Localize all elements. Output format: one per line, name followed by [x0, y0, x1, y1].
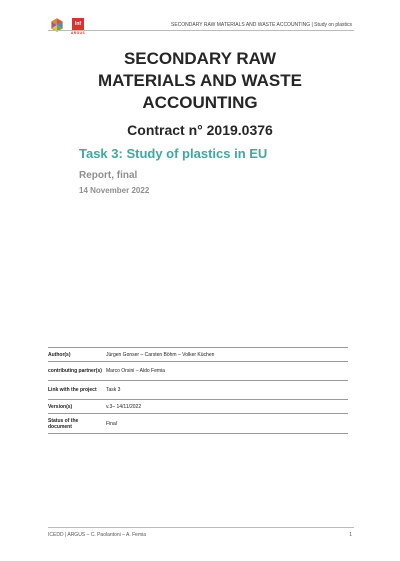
argus-logo-mark — [72, 18, 84, 30]
footer-credits: ICEDD | ARGUS – C. Paolantoni – A. Femia — [48, 532, 147, 538]
title-line-2: MATERIALS AND WASTE — [98, 71, 302, 90]
title-line-1: SECONDARY RAW — [123, 49, 277, 68]
task-title: Task 3: Study of plastics in EU — [79, 146, 268, 161]
report-status: Report, final — [79, 170, 138, 181]
table-row — [48, 348, 348, 362]
row-value: Marco Orsini – Aldo Femia — [106, 368, 165, 374]
footer-divider — [48, 527, 354, 528]
header-logos — [50, 18, 86, 35]
contract-number: Contract n° 2019.0376 — [127, 122, 273, 138]
title-line-3: ACCOUNTING — [142, 93, 258, 112]
row-value: v.3– 14/11/2022 — [106, 403, 142, 410]
row-label: Link with the project — [48, 387, 97, 393]
table-row — [48, 400, 348, 414]
table-row — [48, 381, 348, 400]
table-row — [48, 414, 348, 434]
argus-logo-mark-text: Inf — [74, 21, 82, 27]
report-date: 14 November 2022 — [79, 186, 150, 195]
row-label: Author(s) — [48, 351, 71, 358]
row-value: Final — [106, 420, 117, 427]
header-divider — [48, 30, 354, 31]
row-value: Task 3 — [106, 387, 121, 393]
row-value: Jürgen Gonser – Carsten Böhm – Volker Küchen — [106, 351, 215, 358]
table-row — [48, 362, 348, 381]
argus-logo — [70, 18, 86, 35]
page-number: 1 — [349, 532, 352, 538]
document-info-table — [48, 347, 348, 434]
row-label: Version(s) — [48, 403, 73, 410]
row-label: contributing partner(s) — [48, 368, 102, 374]
running-header: SECONDARY RAW MATERIALS AND WASTE ACCOUNTING | Study on plastics — [171, 22, 352, 28]
row-label: Status of the document — [48, 417, 79, 430]
document-title — [40, 48, 360, 114]
argus-logo-text: ARGUS — [70, 31, 86, 35]
